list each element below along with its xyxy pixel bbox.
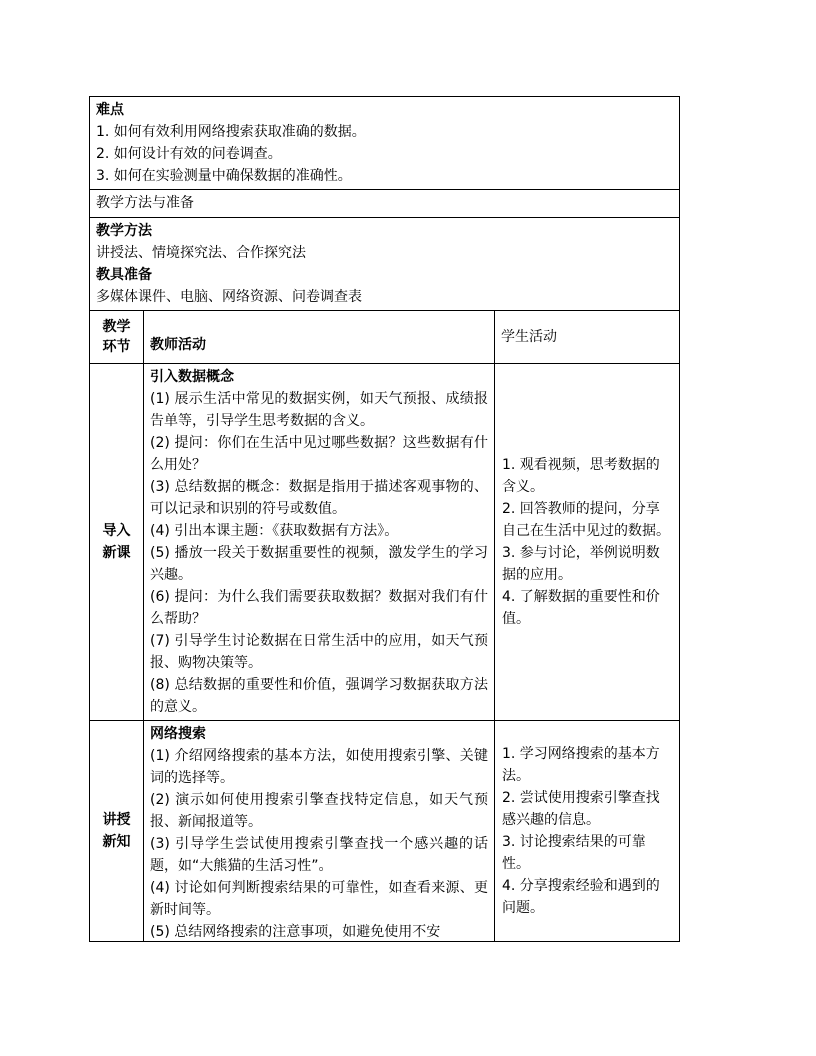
section-title: 引入数据概念 (150, 369, 234, 385)
teacher-activity-cell (144, 721, 495, 942)
student-step: 3. 讨论搜索结果的可靠性。 (502, 834, 646, 872)
methods-title-cell (90, 190, 680, 218)
difficulties-heading: 难点 (96, 102, 124, 118)
section-row-intro (90, 364, 680, 721)
teacher-step: (4) 讨论如何判断搜索结果的可靠性，如查看来源、更新时间等。 (150, 880, 488, 918)
stage-cell: 讲授新知 (90, 721, 144, 942)
teacher-activity-cell (144, 364, 495, 721)
teacher-step: (1) 展示生活中常见的数据实例，如天气预报、成绩报告单等，引导学生思考数据的含义。 (150, 391, 488, 429)
teacher-step: (6) 提问：为什么我们需要获取数据？数据对我们有什么帮助？ (150, 589, 488, 627)
teacher-header: 教师活动 (144, 311, 495, 364)
student-step: 3. 参与讨论，举例说明数据的应用。 (502, 545, 660, 583)
student-activity-cell (495, 721, 680, 942)
methods-text: 讲授法、情境探究法、合作探究法 (96, 245, 306, 261)
methods-heading: 教学方法 (96, 223, 152, 239)
student-step: 1. 观看视频，思考数据的含义。 (502, 457, 660, 495)
tools-text: 多媒体课件、电脑、网络资源、问卷调查表 (96, 289, 362, 305)
student-header: 学生活动 (495, 311, 680, 364)
tools-heading: 教具准备 (96, 267, 152, 283)
methods-cell (90, 218, 680, 311)
stage-header: 教学环节 (90, 311, 144, 364)
difficulty-item: 3. 如何在实验测量中确保数据的准确性。 (96, 168, 352, 184)
student-step: 4. 了解数据的重要性和价值。 (502, 589, 660, 627)
teacher-step: (4) 引出本课主题：《获取数据有方法》。 (150, 523, 399, 539)
student-step: 2. 回答教师的提问，分享自己在生活中见过的数据。 (502, 501, 670, 539)
column-header-row (90, 311, 680, 364)
methods-row (90, 218, 680, 311)
lesson-plan-table (89, 96, 680, 942)
stage-cell: 导入新课 (90, 364, 144, 721)
student-step: 2. 尝试使用搜索引擎查找感兴趣的信息。 (502, 790, 660, 828)
difficulty-item: 2. 如何设计有效的问卷调查。 (96, 146, 282, 162)
section-title: 网络搜索 (150, 726, 206, 742)
student-step: 4. 分享搜索经验和遇到的问题。 (502, 878, 660, 916)
student-step: 1. 学习网络搜索的基本方法。 (502, 746, 660, 784)
teacher-step: (3) 总结数据的概念：数据是指用于描述客观事物的、可以记录和识别的符号或数值。 (150, 479, 488, 517)
difficulties-cell (90, 97, 680, 190)
student-activity-cell (495, 364, 680, 721)
teacher-step: (7) 引导学生讨论数据在日常生活中的应用，如天气预报、购物决策等。 (150, 633, 488, 671)
teacher-step: (5) 总结网络搜索的注意事项，如避免使用不安 (150, 924, 441, 939)
teacher-step: (3) 引导学生尝试使用搜索引擎查找一个感兴趣的话题，如“大熊猫的生活习性”。 (150, 836, 488, 874)
methods-title: 教学方法与准备 (96, 195, 194, 211)
difficulty-item: 1. 如何有效利用网络搜索获取准确的数据。 (96, 124, 366, 140)
methods-title-row (90, 190, 680, 218)
teacher-step: (8) 总结数据的重要性和价值，强调学习数据获取方法的意义。 (150, 677, 488, 715)
teacher-step: (2) 演示如何使用搜索引擎查找特定信息，如天气预报、新闻报道等。 (150, 792, 488, 830)
teacher-step: (1) 介绍网络搜索的基本方法，如使用搜索引擎、关键词的选择等。 (150, 748, 488, 786)
difficulties-row (90, 97, 680, 190)
teacher-step: (5) 播放一段关于数据重要性的视频，激发学生的学习兴趣。 (150, 545, 488, 583)
section-row-new-knowledge (90, 721, 680, 942)
teacher-step: (2) 提问：你们在生活中见过哪些数据？这些数据有什么用处？ (150, 435, 488, 473)
